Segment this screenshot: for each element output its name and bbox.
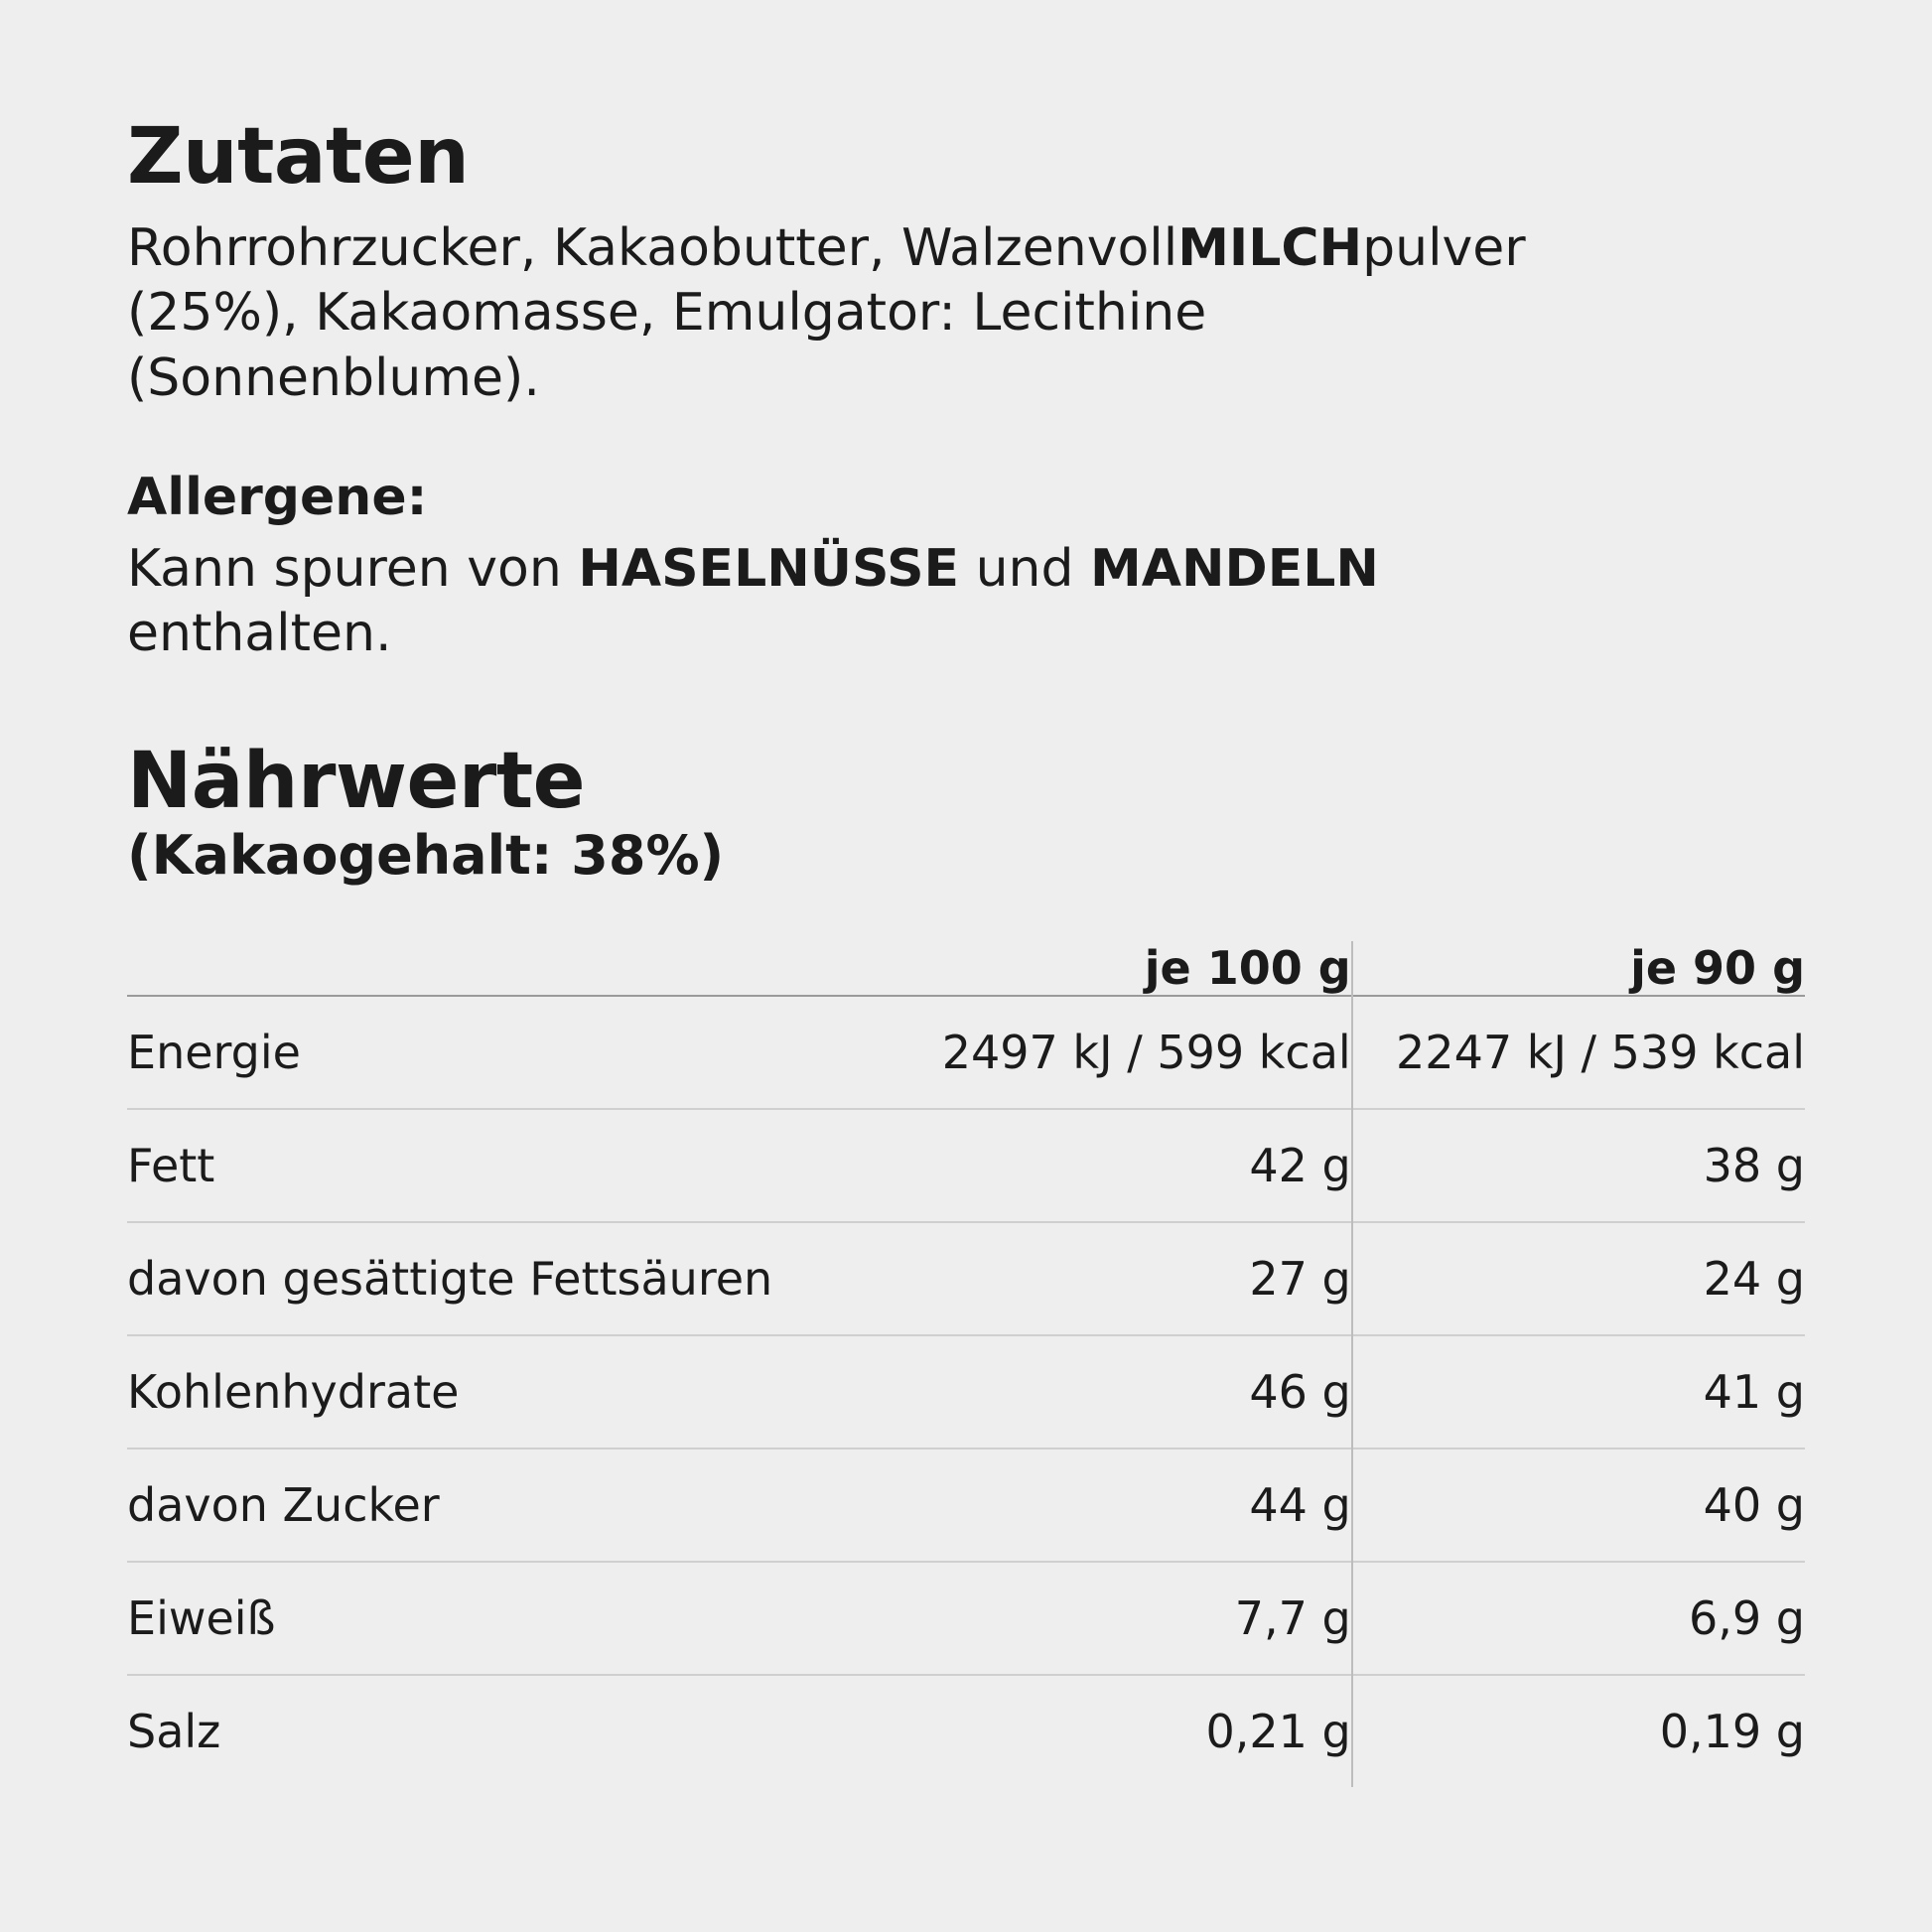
row-value-gesaettigte-fettsaeuren-per-90g: 24 g [1352,1222,1805,1335]
column-header-per-100g: je 100 g [1144,940,1351,995]
row-label-gesaettigte-fettsaeuren: davon gesättigte Fettsäuren [127,1222,898,1335]
allergens-heading: Allergene: [127,468,428,528]
allergens-text-part3: enthalten. [127,604,392,664]
table-row [127,996,1805,1109]
row-value-fett-per-100g: 42 g [898,1109,1351,1222]
row-value-salz-per-90g: 0,19 g [1352,1675,1805,1787]
ingredients-text-part2: pulver (25%), Kakaomasse, Emulgator: Lecithine (Sonnenblume). [127,217,1526,408]
nutrition-table-header [127,941,1805,996]
row-value-energie-per-100g: 2497 kJ / 599 kcal [898,996,1351,1109]
row-label-kohlenhydrate: Kohlenhydrate [127,1335,898,1449]
ingredients-heading: Zutaten [127,112,470,202]
nutrition-subheading: (Kakaogehalt: 38%) [127,824,725,888]
row-value-fett-per-90g: 38 g [1352,1109,1805,1222]
allergens-emphasis-mandeln: MANDELN [1090,538,1379,599]
nutrition-table [127,941,1805,1787]
row-value-zucker-per-100g: 44 g [898,1449,1351,1562]
column-header-label [127,941,898,996]
row-value-kohlenhydrate-per-100g: 46 g [898,1335,1351,1449]
nutrition-heading: Nährwerte [127,736,586,826]
table-row [127,1222,1805,1335]
row-value-salz-per-100g: 0,21 g [898,1675,1351,1787]
allergens-emphasis-haselnuesse: HASELNÜSSE [578,538,960,599]
row-value-gesaettigte-fettsaeuren-per-100g: 27 g [898,1222,1351,1335]
row-value-kohlenhydrate-per-90g: 41 g [1352,1335,1805,1449]
ingredients-text [127,216,1567,412]
allergens-text [127,537,1616,667]
allergens-block [127,467,1805,666]
table-row [127,1562,1805,1675]
row-value-zucker-per-90g: 40 g [1352,1449,1805,1562]
table-row [127,1675,1805,1787]
nutrition-heading-block [127,736,1805,888]
column-header-per-90g: je 90 g [1352,941,1805,996]
row-label-fett: Fett [127,1109,898,1222]
allergens-text-part2: und [959,538,1091,599]
allergens-text-part1: Kann spuren von [127,538,579,599]
row-value-eiweiss-per-100g: 7,7 g [898,1562,1351,1675]
row-label-eiweiss: Eiweiß [127,1562,898,1675]
row-label-salz: Salz [127,1675,898,1787]
ingredients-text-part1: Rohrrohrzucker, Kakaobutter, Walzenvoll [127,217,1178,278]
row-label-zucker: davon Zucker [127,1449,898,1562]
table-row [127,1335,1805,1449]
table-row [127,1449,1805,1562]
ingredients-emphasis-milch: MILCH [1177,217,1363,278]
table-header-row [127,941,1805,996]
nutrition-table-body [127,996,1805,1787]
row-value-energie-per-90g: 2247 kJ / 539 kcal [1352,996,1805,1109]
row-value-eiweiss-per-90g: 6,9 g [1352,1562,1805,1675]
row-label-energie: Energie [127,996,898,1109]
table-row [127,1109,1805,1222]
